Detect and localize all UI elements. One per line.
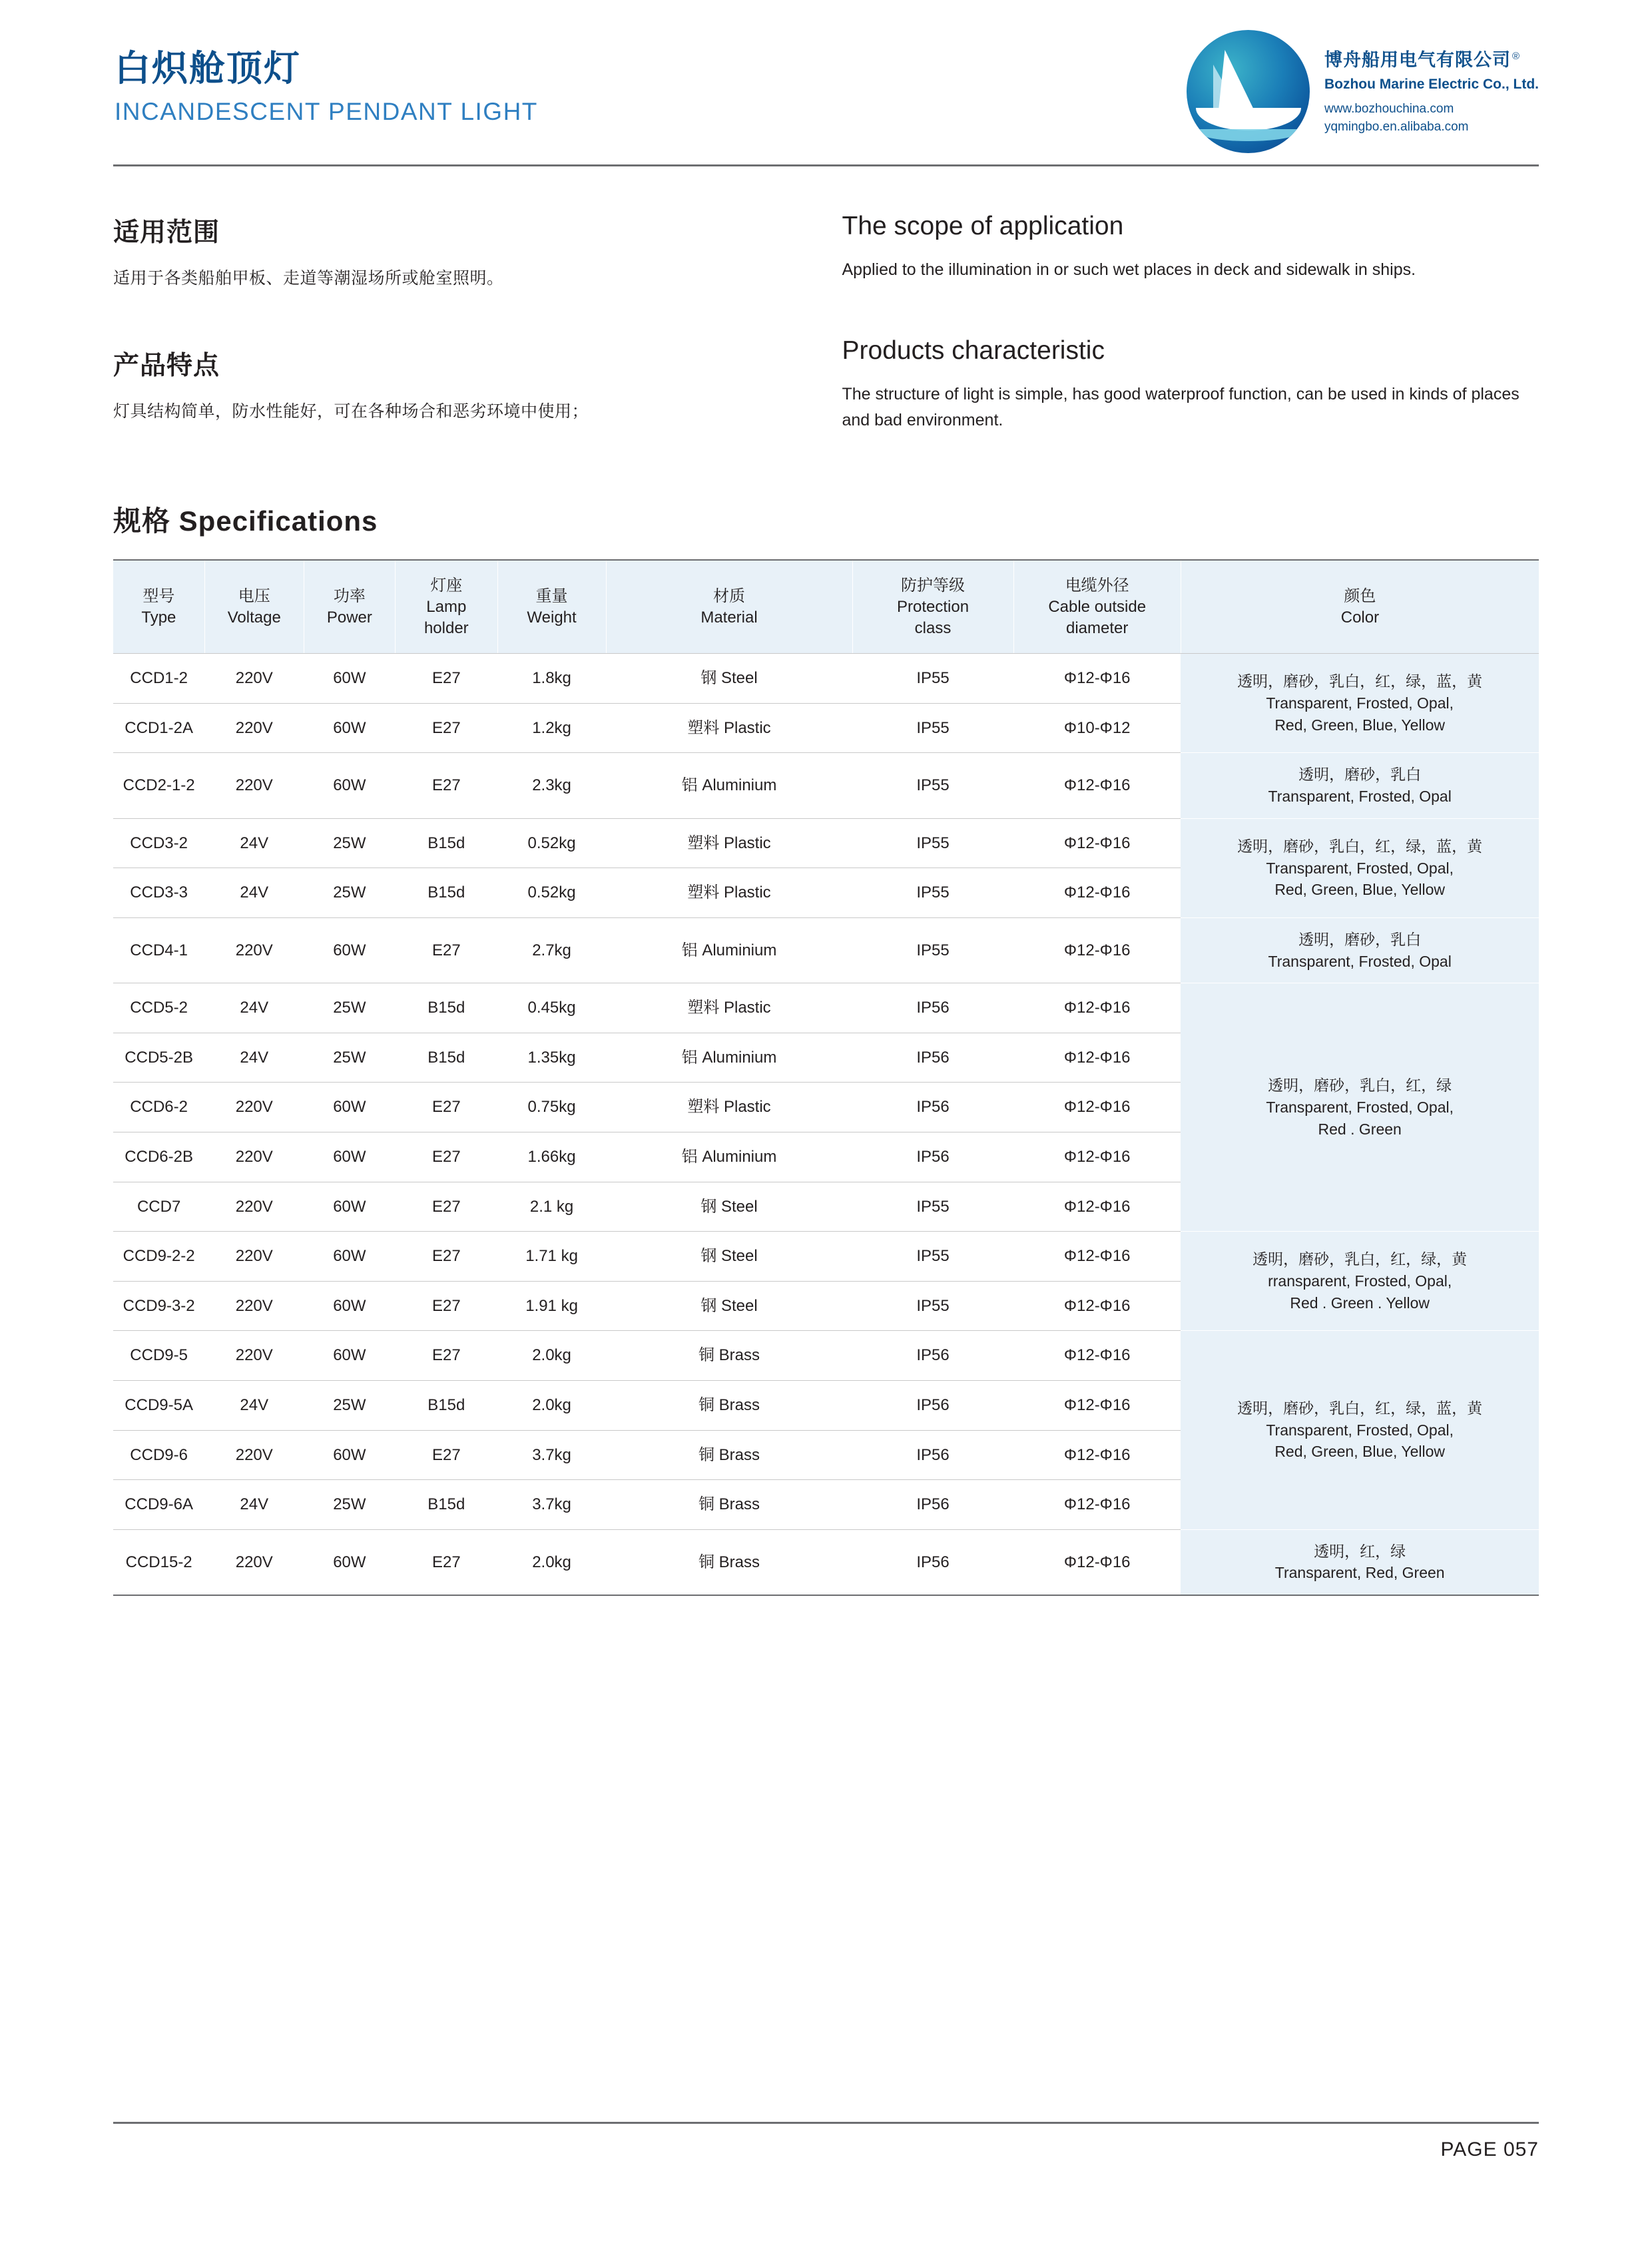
- cell-voltage: 24V: [204, 1480, 304, 1530]
- company-info: [1324, 30, 1539, 136]
- cell-holder: E27: [396, 1182, 498, 1232]
- cell-cable: Φ12-Φ16: [1013, 818, 1181, 868]
- page-title-cn: 白炽舱顶灯: [115, 49, 301, 89]
- cell-ip: IP55: [852, 703, 1013, 753]
- table-row: [113, 753, 1539, 818]
- header-divider: [113, 164, 1539, 166]
- cell-holder: E27: [396, 1281, 498, 1331]
- cell-material: 塑料 Plastic: [606, 703, 852, 753]
- scope-text-en: Applied to the illumination in or such wet places in deck and sidewalk in ships.: [842, 260, 1416, 279]
- table-column-header-5: 材质 Material: [606, 560, 852, 654]
- cell-power: 25W: [304, 1480, 395, 1530]
- cell-material: 钢 Steel: [606, 1232, 852, 1282]
- table-header: [113, 560, 1539, 654]
- cell-color: 透明，磨砂，乳白，红，绿，蓝，黄 Transparent, Frosted, Opal, Red, Green, Blue, Yellow: [1181, 654, 1539, 753]
- company-logo-block: [1187, 30, 1539, 153]
- cell-voltage: 24V: [204, 868, 304, 918]
- cell-type: CCD3-2: [113, 818, 204, 868]
- cell-power: 25W: [304, 818, 395, 868]
- cell-cable: Φ12-Φ16: [1013, 1480, 1181, 1530]
- scope-text-cn: 适用于各类船舶甲板、走道等潮湿场所或舱室照明。: [113, 269, 504, 288]
- cell-cable: Φ12-Φ16: [1013, 1182, 1181, 1232]
- cell-type: CCD9-3-2: [113, 1281, 204, 1331]
- cell-holder: B15d: [396, 1033, 498, 1083]
- table-column-header-2: 功率 Power: [304, 560, 395, 654]
- features-heading-en: Products characteristic: [842, 336, 1105, 365]
- cell-material: 塑料 Plastic: [606, 983, 852, 1033]
- table-body: [113, 654, 1539, 1595]
- page-number: PAGE 057: [1440, 2138, 1539, 2160]
- cell-color: 透明，磨砂，乳白 Transparent, Frosted, Opal: [1181, 917, 1539, 983]
- cell-voltage: 220V: [204, 1182, 304, 1232]
- cell-voltage: 24V: [204, 818, 304, 868]
- table-row: [113, 1529, 1539, 1595]
- cell-color: 透明，磨砂，乳白，红，绿，黄 rransparent, Frosted, Opal, Red . Green . Yellow: [1181, 1232, 1539, 1331]
- cell-voltage: 220V: [204, 753, 304, 818]
- cell-holder: E27: [396, 1083, 498, 1132]
- table-row: [113, 983, 1539, 1033]
- cell-type: CCD9-5A: [113, 1381, 204, 1431]
- cell-material: 铝 Aluminium: [606, 1132, 852, 1182]
- cell-weight: 1.91 kg: [497, 1281, 606, 1331]
- cell-material: 铜 Brass: [606, 1529, 852, 1595]
- cell-material: 塑料 Plastic: [606, 868, 852, 918]
- cell-type: CCD2-1-2: [113, 753, 204, 818]
- cell-color: 透明，磨砂，乳白，红，绿 Transparent, Frosted, Opal, Red . Green: [1181, 983, 1539, 1232]
- cell-cable: Φ12-Φ16: [1013, 753, 1181, 818]
- table-column-header-0: 型号 Type: [113, 560, 204, 654]
- cell-weight: 0.52kg: [497, 868, 606, 918]
- cell-material: 铜 Brass: [606, 1331, 852, 1381]
- cell-type: CCD3-3: [113, 868, 204, 918]
- cell-holder: E27: [396, 703, 498, 753]
- cell-material: 铝 Aluminium: [606, 1033, 852, 1083]
- intro-column-en: [826, 212, 1539, 433]
- ship-sail-logo-icon: [1187, 30, 1310, 153]
- cell-power: 25W: [304, 868, 395, 918]
- cell-type: CCD4-1: [113, 917, 204, 983]
- cell-voltage: 220V: [204, 1331, 304, 1381]
- specifications-title: 规格 Specifications: [113, 505, 378, 537]
- cell-holder: B15d: [396, 868, 498, 918]
- features-text-en: The structure of light is simple, has good waterproof function, can be used in kinds of places and bad environment.: [842, 384, 1519, 429]
- cell-ip: IP56: [852, 1132, 1013, 1182]
- table-row: [113, 1331, 1539, 1381]
- intro-column-cn: [113, 212, 826, 433]
- cell-voltage: 220V: [204, 1083, 304, 1132]
- cell-weight: 1.8kg: [497, 654, 606, 704]
- cell-material: 钢 Steel: [606, 654, 852, 704]
- cell-weight: 1.35kg: [497, 1033, 606, 1083]
- registered-trademark-icon: ®: [1512, 51, 1521, 62]
- cell-material: 铝 Aluminium: [606, 753, 852, 818]
- cell-type: CCD5-2B: [113, 1033, 204, 1083]
- cell-power: 60W: [304, 703, 395, 753]
- page-footer: [113, 2122, 1539, 2161]
- table-row: [113, 917, 1539, 983]
- cell-type: CCD9-6: [113, 1430, 204, 1480]
- cell-cable: Φ12-Φ16: [1013, 1232, 1181, 1282]
- table-column-header-6: 防护等级 Protection class: [852, 560, 1013, 654]
- cell-power: 25W: [304, 1033, 395, 1083]
- cell-holder: E27: [396, 1430, 498, 1480]
- cell-cable: Φ12-Φ16: [1013, 1132, 1181, 1182]
- page-title-en: INCANDESCENT PENDANT LIGHT: [115, 98, 538, 125]
- company-name-cn: 博舟船用电气有限公司 ®: [1324, 50, 1521, 70]
- cell-cable: Φ12-Φ16: [1013, 654, 1181, 704]
- cell-voltage: 220V: [204, 1132, 304, 1182]
- cell-weight: 2.0kg: [497, 1529, 606, 1595]
- cell-weight: 2.0kg: [497, 1331, 606, 1381]
- cell-power: 60W: [304, 753, 395, 818]
- cell-weight: 1.2kg: [497, 703, 606, 753]
- cell-ip: IP55: [852, 654, 1013, 704]
- cell-holder: E27: [396, 1232, 498, 1282]
- table-row: [113, 654, 1539, 704]
- cell-holder: E27: [396, 917, 498, 983]
- cell-cable: Φ12-Φ16: [1013, 917, 1181, 983]
- features-heading-cn: 产品特点: [113, 352, 220, 380]
- cell-material: 铜 Brass: [606, 1381, 852, 1431]
- cell-type: CCD1-2A: [113, 703, 204, 753]
- cell-cable: Φ12-Φ16: [1013, 1281, 1181, 1331]
- table-column-header-4: 重量 Weight: [497, 560, 606, 654]
- cell-voltage: 220V: [204, 1232, 304, 1282]
- cell-holder: B15d: [396, 1381, 498, 1431]
- cell-type: CCD5-2: [113, 983, 204, 1033]
- cell-color: 透明，磨砂，乳白，红，绿，蓝，黄 Transparent, Frosted, Opal, Red, Green, Blue, Yellow: [1181, 1331, 1539, 1529]
- cell-type: CCD6-2B: [113, 1132, 204, 1182]
- cell-voltage: 24V: [204, 1381, 304, 1431]
- cell-weight: 1.71 kg: [497, 1232, 606, 1282]
- cell-ip: IP56: [852, 1529, 1013, 1595]
- cell-power: 25W: [304, 1381, 395, 1431]
- cell-voltage: 220V: [204, 703, 304, 753]
- cell-weight: 0.75kg: [497, 1083, 606, 1132]
- cell-power: 60W: [304, 1232, 395, 1282]
- cell-material: 钢 Steel: [606, 1182, 852, 1232]
- cell-cable: Φ12-Φ16: [1013, 1529, 1181, 1595]
- features-text-cn: 灯具结构简单，防水性能好，可在各种场合和恶劣环境中使用；: [113, 402, 589, 421]
- cell-weight: 3.7kg: [497, 1480, 606, 1530]
- cell-power: 60W: [304, 1430, 395, 1480]
- cell-weight: 2.0kg: [497, 1381, 606, 1431]
- table-column-header-3: 灯座 Lamp holder: [396, 560, 498, 654]
- intro-section: [113, 212, 1539, 433]
- cell-power: 60W: [304, 654, 395, 704]
- cell-ip: IP56: [852, 1430, 1013, 1480]
- cell-weight: 1.66kg: [497, 1132, 606, 1182]
- cell-weight: 2.3kg: [497, 753, 606, 818]
- cell-power: 60W: [304, 1331, 395, 1381]
- table-header-row: [113, 560, 1539, 654]
- cell-type: CCD6-2: [113, 1083, 204, 1132]
- cell-holder: E27: [396, 1132, 498, 1182]
- cell-ip: IP55: [852, 1232, 1013, 1282]
- cell-type: CCD15-2: [113, 1529, 204, 1595]
- page-header: [113, 0, 1539, 166]
- cell-ip: IP56: [852, 1381, 1013, 1431]
- cell-cable: Φ10-Φ12: [1013, 703, 1181, 753]
- cell-power: 60W: [304, 917, 395, 983]
- cell-type: CCD9-5: [113, 1331, 204, 1381]
- cell-holder: E27: [396, 1331, 498, 1381]
- cell-type: CCD1-2: [113, 654, 204, 704]
- cell-cable: Φ12-Φ16: [1013, 1430, 1181, 1480]
- specifications-table: [113, 559, 1539, 1596]
- cell-ip: IP56: [852, 1083, 1013, 1132]
- cell-power: 60W: [304, 1083, 395, 1132]
- cell-cable: Φ12-Φ16: [1013, 1033, 1181, 1083]
- cell-power: 60W: [304, 1281, 395, 1331]
- cell-cable: Φ12-Φ16: [1013, 983, 1181, 1033]
- cell-ip: IP56: [852, 1480, 1013, 1530]
- scope-heading-cn: 适用范围: [113, 218, 220, 247]
- cell-ip: IP55: [852, 753, 1013, 818]
- cell-color: 透明，磨砂，乳白，红，绿，蓝，黄 Transparent, Frosted, Opal, Red, Green, Blue, Yellow: [1181, 818, 1539, 917]
- cell-holder: E27: [396, 654, 498, 704]
- cell-holder: B15d: [396, 983, 498, 1033]
- cell-type: CCD7: [113, 1182, 204, 1232]
- cell-voltage: 24V: [204, 983, 304, 1033]
- cell-weight: 2.7kg: [497, 917, 606, 983]
- table-column-header-1: 电压 Voltage: [204, 560, 304, 654]
- company-website[interactable]: www.bozhouchina.com: [1324, 101, 1454, 116]
- scope-heading-en: The scope of application: [842, 212, 1124, 240]
- cell-type: CCD9-2-2: [113, 1232, 204, 1282]
- cell-ip: IP56: [852, 983, 1013, 1033]
- cell-cable: Φ12-Φ16: [1013, 868, 1181, 918]
- cell-ip: IP55: [852, 868, 1013, 918]
- cell-cable: Φ12-Φ16: [1013, 1381, 1181, 1431]
- cell-holder: E27: [396, 753, 498, 818]
- footer-divider: [113, 2122, 1539, 2124]
- cell-material: 铜 Brass: [606, 1480, 852, 1530]
- table-column-header-8: 颜色 Color: [1181, 560, 1539, 654]
- cell-voltage: 220V: [204, 1281, 304, 1331]
- table-row: [113, 818, 1539, 868]
- cell-material: 钢 Steel: [606, 1281, 852, 1331]
- cell-material: 塑料 Plastic: [606, 818, 852, 868]
- cell-color: 透明，磨砂，乳白 Transparent, Frosted, Opal: [1181, 753, 1539, 818]
- cell-power: 60W: [304, 1182, 395, 1232]
- cell-power: 25W: [304, 983, 395, 1033]
- cell-holder: E27: [396, 1529, 498, 1595]
- cell-color: 透明，红，绿 Transparent, Red, Green: [1181, 1529, 1539, 1595]
- table-row: [113, 1232, 1539, 1282]
- cell-ip: IP55: [852, 818, 1013, 868]
- cell-weight: 0.52kg: [497, 818, 606, 868]
- cell-cable: Φ12-Φ16: [1013, 1331, 1181, 1381]
- company-name-en: Bozhou Marine Electric Co., Ltd.: [1324, 77, 1539, 93]
- table-column-header-7: 电缆外径 Cable outside diameter: [1013, 560, 1181, 654]
- cell-holder: B15d: [396, 818, 498, 868]
- cell-holder: B15d: [396, 1480, 498, 1530]
- cell-type: CCD9-6A: [113, 1480, 204, 1530]
- cell-voltage: 220V: [204, 1529, 304, 1595]
- cell-power: 60W: [304, 1529, 395, 1595]
- cell-weight: 2.1 kg: [497, 1182, 606, 1232]
- cell-ip: IP55: [852, 1281, 1013, 1331]
- cell-ip: IP55: [852, 1182, 1013, 1232]
- cell-material: 铜 Brass: [606, 1430, 852, 1480]
- cell-voltage: 24V: [204, 1033, 304, 1083]
- cell-voltage: 220V: [204, 654, 304, 704]
- cell-voltage: 220V: [204, 1430, 304, 1480]
- company-alibaba-site[interactable]: yqmingbo.en.alibaba.com: [1324, 120, 1469, 134]
- cell-weight: 0.45kg: [497, 983, 606, 1033]
- cell-ip: IP56: [852, 1033, 1013, 1083]
- cell-power: 60W: [304, 1132, 395, 1182]
- cell-voltage: 220V: [204, 917, 304, 983]
- cell-material: 铝 Aluminium: [606, 917, 852, 983]
- cell-ip: IP56: [852, 1331, 1013, 1381]
- cell-weight: 3.7kg: [497, 1430, 606, 1480]
- cell-material: 塑料 Plastic: [606, 1083, 852, 1132]
- cell-ip: IP55: [852, 917, 1013, 983]
- cell-cable: Φ12-Φ16: [1013, 1083, 1181, 1132]
